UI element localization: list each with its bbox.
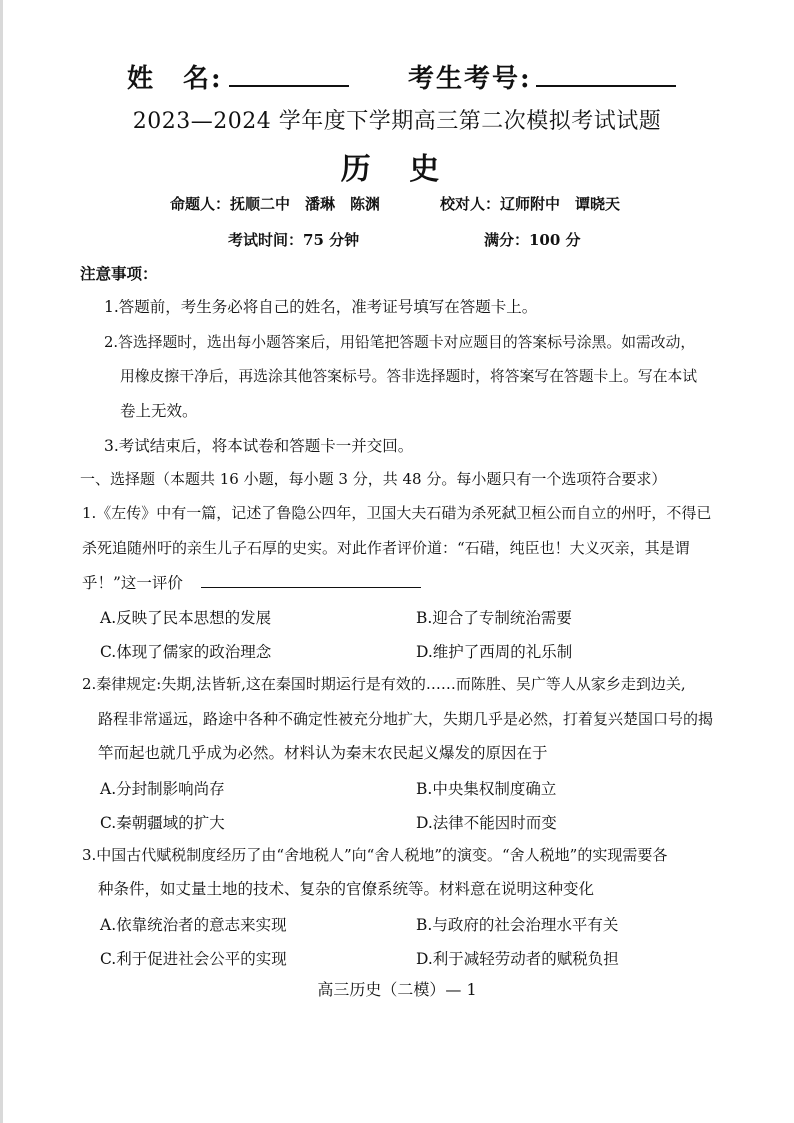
- note-item-2-line-1: 2.答选择题时，选出每小题答案后，用铅笔把答题卡对应题目的答案标号涂黑。如需改动，: [104, 334, 696, 351]
- q1-answer-blank: [201, 587, 421, 588]
- q3-option-a: A.依靠统治者的意志来实现: [100, 916, 287, 934]
- q3-option-b: B.与政府的社会治理水平有关: [416, 916, 619, 934]
- subject-title: 历 史: [340, 152, 454, 187]
- q2-option-d: D.法律不能因时而变: [416, 814, 557, 832]
- exam-id-blank-line: [536, 85, 676, 87]
- author-info: 命题人：抚顺二中 潘琳 陈渊: [170, 195, 381, 213]
- q2-option-c: C.秦朝疆域的扩大: [100, 814, 225, 832]
- q1-option-c: C.体现了儒家的政治理念: [100, 643, 272, 661]
- exam-time: 考试时间：75 分钟: [228, 231, 360, 249]
- note-item-1: 1.答题前，考生务必将自己的姓名，准考证号填写在答题卡上。: [104, 298, 538, 316]
- exam-id-label: 考生考号:: [408, 64, 532, 94]
- note-item-2-line-2: 用橡皮擦干净后，再选涂其他答案标号。答非选择题时，将答案写在答题卡上。写在本试: [120, 368, 698, 385]
- q3-option-d: D.利于减轻劳动者的赋税负担: [416, 950, 619, 968]
- q2-stem-line-2: 路程非常遥远，路途中各种不确定性被充分地扩大，失期几乎是必然，打着复兴楚国口号的揭: [98, 710, 714, 728]
- name-field-group: [127, 58, 349, 95]
- note-item-3: 3.考试结束后，将本试卷和答题卡一并交回。: [104, 437, 414, 455]
- q2-option-a: A.分封制影响尚存: [100, 780, 225, 798]
- q2-stem-line-1: 2.秦律规定:失期,法皆斩,这在秦国时期运行是有效的……而陈胜、吴广等人从家乡走到边关,: [82, 675, 686, 693]
- q1-option-d: D.维护了西周的礼乐制: [416, 643, 573, 661]
- q3-option-c: C.利于促进社会公平的实现: [100, 950, 287, 968]
- q2-option-b: B.中央集权制度确立: [416, 780, 557, 798]
- q1-stem-line-2: 杀死追随州吁的亲生儿子石厚的史实。对此作者评价道：“石碏，纯臣也！大义灭亲，其是谓: [82, 539, 690, 557]
- q1-option-b: B.迎合了专制统治需要: [416, 609, 572, 627]
- note-item-2-line-3: 卷上无效。: [120, 402, 198, 420]
- q1-stem-line-3-text: 乎！”这一评价: [82, 574, 183, 592]
- exam-title: 2023—2024 学年度下学期高三第二次模拟考试试题: [132, 109, 662, 134]
- name-blank-line: [229, 85, 349, 87]
- section-1-heading: 一、选择题（本题共 16 小题，每小题 3 分，共 48 分。每小题只有一个选项符合要求）: [80, 470, 667, 488]
- q1-stem-line-1: 1.《左传》中有一篇，记述了鲁隐公四年，卫国大夫石碏为杀死弑卫桓公而自立的州吁，不得已: [82, 504, 712, 522]
- q2-stem-line-3: 竿而起也就几乎成为必然。材料认为秦末农民起义爆发的原因在于: [98, 744, 548, 762]
- proofreader-info: 校对人：辽师附中 谭晓天: [440, 195, 621, 213]
- q1-stem-line-3: [82, 573, 421, 593]
- full-score: 满分：100 分: [484, 231, 581, 249]
- q1-option-a: A.反映了民本思想的发展: [100, 609, 272, 627]
- notes-heading: 注意事项：: [80, 264, 158, 283]
- exam-id-field-group: [408, 58, 676, 95]
- q3-stem-line-1: 3.中国古代赋税制度经历了由“舍地税人”向“舍人税地”的演变。“舍人税地”的实现需要各: [82, 846, 668, 864]
- page-footer: 高三历史（二模）— 1: [317, 980, 477, 999]
- name-label: 姓 名:: [127, 64, 223, 94]
- q3-stem-line-2: 种条件，如丈量土地的技术、复杂的官僚系统等。材料意在说明这种变化: [98, 880, 595, 898]
